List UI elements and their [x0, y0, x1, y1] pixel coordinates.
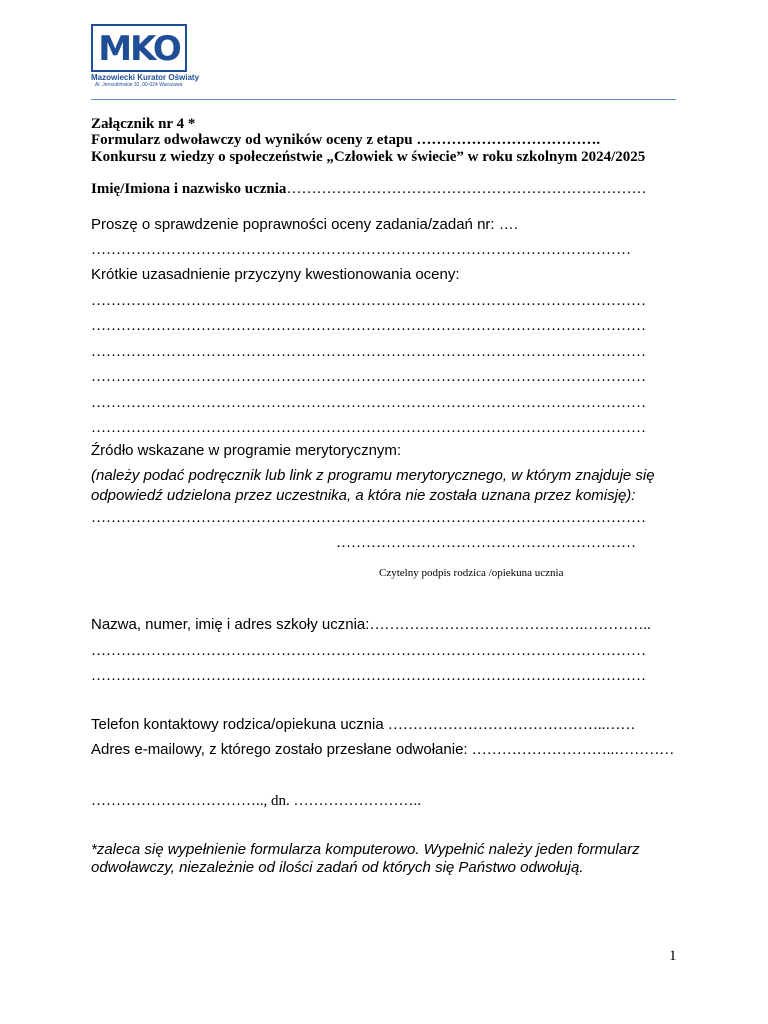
phone-field[interactable] [91, 716, 635, 734]
justification-line[interactable]: ………………………………………………………………………………………………… [91, 369, 646, 385]
mko-logo [91, 24, 201, 90]
email-field[interactable] [91, 741, 674, 759]
source-note-line1: (należy podać podręcznik lub link z programu merytorycznego, w którym znajduje się [91, 467, 655, 484]
school-line[interactable]: ………………………………………………………………………………………………… [91, 668, 646, 684]
page-number: 1 [669, 948, 677, 964]
student-name-field[interactable] [91, 180, 646, 198]
school-label: Nazwa, numer, imię i adres szkoły ucznia: [91, 616, 370, 633]
school-dots-inline: …………………………………….………….. [369, 617, 651, 633]
logo-mark: MKO [98, 29, 180, 69]
justification-line[interactable]: ………………………………………………………………………………………………… [91, 344, 646, 360]
form-title: Formularz odwoławczy od wyników oceny z etapu ………………………………. [91, 132, 601, 148]
attachment-number: Załącznik nr 4 * [91, 116, 196, 132]
email-dots: ………………………..………… [471, 742, 675, 758]
phone-label: Telefon kontaktowy rodzica/opiekuna ucznia [91, 716, 384, 733]
header-divider [91, 99, 676, 100]
footnote-line1: *zaleca się wypełnienie formularza komputerowo. Wypełnić należy jeden formularz [91, 841, 640, 858]
justification-label: Krótkie uzasadnienie przyczyny kwestionowania oceny: [91, 266, 460, 283]
signature-dots[interactable]: …………………………………………………… [336, 535, 636, 551]
student-name-dots: ……………………………………………………………… [286, 181, 647, 197]
source-label: Źródło wskazane w programie merytorycznym: [91, 442, 402, 459]
justification-line[interactable]: ………………………………………………………………………………………………… [91, 318, 646, 334]
logo-address: Al. Jerozolimskie 32, 00-024 Warszawa [95, 82, 183, 88]
signature-caption: Czytelny podpis rodzica /opiekuna ucznia [379, 567, 564, 579]
logo-institution-name: Mazowiecki Kurator Oświaty [91, 73, 200, 82]
email-label: Adres e-mailowy, z którego zostało przesłane odwołanie: [91, 741, 468, 758]
justification-line[interactable]: ………………………………………………………………………………………………… [91, 420, 646, 436]
justification-line[interactable]: ………………………………………………………………………………………………… [91, 293, 646, 309]
school-line[interactable]: ………………………………………………………………………………………………… [91, 643, 646, 659]
school-field[interactable] [91, 616, 651, 634]
phone-dots: ……………………………………..…… [387, 717, 636, 733]
task-number-request: Proszę o sprawdzenie poprawności oceny zadania/zadań nr: …. [91, 216, 518, 233]
place-date-field[interactable]: …………………………….., dn. …………………….. [91, 793, 421, 809]
footnote-line2: odwoławczy, niezależnie od ilości zadań od których się Państwo odwołują. [91, 859, 584, 876]
contest-title: Konkursu z wiedzy o społeczeństwie „Człowiek w świecie” w roku szkolnym 2024/2025 [91, 149, 646, 165]
task-number-dots[interactable]: ……………………………………………………………………………………………… [91, 242, 631, 258]
justification-line[interactable]: ………………………………………………………………………………………………… [91, 395, 646, 411]
source-dots[interactable]: ………………………………………………………………………………………………… [91, 510, 646, 526]
source-note-line2: odpowiedź udzielona przez uczestnika, a która nie została uznana przez komisję): [91, 487, 636, 504]
logo-mark-box [91, 24, 187, 72]
student-name-label: Imię/Imiona i nazwisko ucznia [91, 181, 287, 197]
